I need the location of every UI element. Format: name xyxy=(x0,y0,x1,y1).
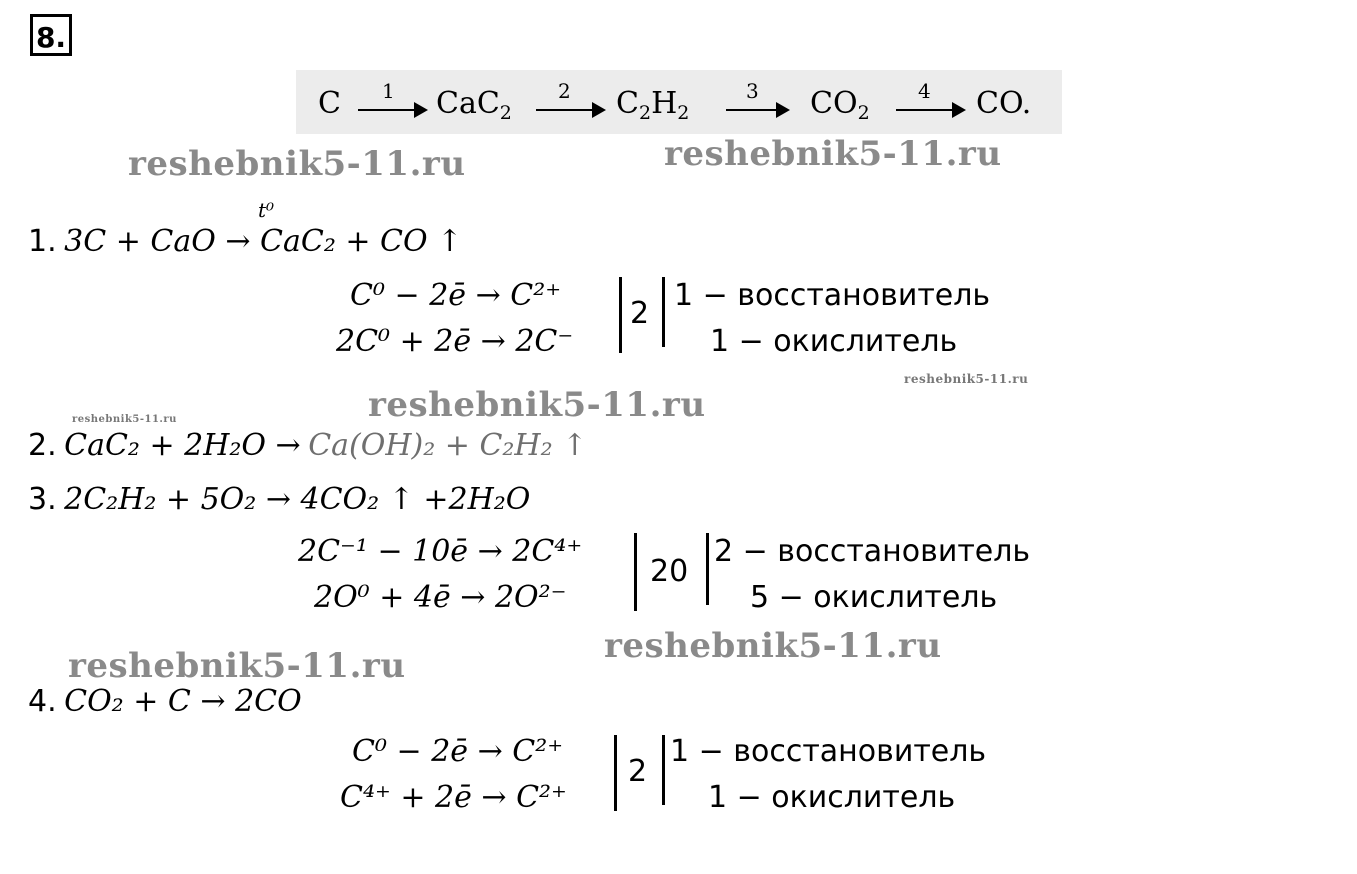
eq1-role1: 1 − восстановитель xyxy=(674,278,991,313)
eq4-half2: C⁴⁺ + 2ē → C²⁺ xyxy=(340,780,567,815)
arrow-label-1: 1 xyxy=(382,79,395,103)
watermark: reshebnik5-11.ru xyxy=(368,385,706,425)
eq3-multiplier: 20 xyxy=(650,554,689,589)
eq4-multiplier: 2 xyxy=(628,754,648,789)
eq4-role1: 1 − восстановитель xyxy=(670,734,987,769)
watermark-small: reshebnik5-11.ru xyxy=(72,414,177,425)
eq3-role2: 5 − окислитель xyxy=(750,580,998,615)
eq1-line xyxy=(28,224,462,259)
scheme-cac2: CaC$_2$ xyxy=(436,86,512,124)
eq1-bar-right xyxy=(662,277,665,347)
eq2-products: Ca(OH)₂ + C₂H₂ ↑ xyxy=(308,428,588,463)
eq4-number: 4. xyxy=(28,684,57,719)
scheme-c: C xyxy=(318,86,341,121)
eq4-bar-right xyxy=(662,735,665,805)
watermark-small: reshebnik5-11.ru xyxy=(904,372,1029,386)
eq3-equation: 2C₂H₂ + 5O₂ → 4CO₂ ↑ +2H₂O xyxy=(64,482,531,517)
arrow-label-2: 2 xyxy=(558,79,571,103)
eq3-line xyxy=(28,482,530,517)
watermark: reshebnik5-11.ru xyxy=(664,134,1002,174)
eq1-number: 1. xyxy=(28,224,57,259)
scheme-c2h2: $C_2H_2$ xyxy=(616,86,690,124)
eq1-bar-left xyxy=(619,277,622,353)
eq3-bar-left xyxy=(634,533,637,611)
reaction-scheme xyxy=(296,70,1062,134)
eq3-role1: 2 − восстановитель xyxy=(714,534,1031,569)
eq4-equation: CO₂ + C → 2CO xyxy=(64,684,302,719)
watermark: reshebnik5-11.ru xyxy=(128,144,466,184)
watermark: reshebnik5-11.ru xyxy=(604,626,942,666)
eq3-half2: 2O⁰ + 4ē → 2O²⁻ xyxy=(314,580,567,615)
scheme-co2: $CO_2$ xyxy=(810,86,870,124)
eq4-half1: C⁰ − 2ē → C²⁺ xyxy=(352,734,564,769)
eq1-equation: 3C + CaO → CaC₂ + CO ↑ xyxy=(64,224,463,259)
eq1-role2: 1 − окислитель xyxy=(710,324,958,359)
eq2-line xyxy=(28,428,587,463)
eq1-half2: 2C⁰ + 2ē → 2C⁻ xyxy=(336,324,574,359)
eq1-multiplier: 2 xyxy=(630,296,650,331)
arrow-label-4: 4 xyxy=(918,79,931,103)
task-number: 8. xyxy=(30,14,72,56)
eq2-reactants: CaC₂ + 2H₂O → xyxy=(64,428,301,463)
eq4-line xyxy=(28,684,302,719)
eq1-condition: t⁰ xyxy=(258,198,275,222)
scheme-co: CO. xyxy=(976,86,1032,121)
eq4-bar-left xyxy=(614,735,617,811)
eq3-half1: 2C⁻¹ − 10ē → 2C⁴⁺ xyxy=(298,534,583,569)
eq2-number: 2. xyxy=(28,428,57,463)
eq4-role2: 1 − окислитель xyxy=(708,780,956,815)
arrow-label-3: 3 xyxy=(746,79,759,103)
eq3-bar-right xyxy=(706,533,709,605)
watermark: reshebnik5-11.ru xyxy=(68,646,406,686)
eq1-half1: C⁰ − 2ē → C²⁺ xyxy=(350,278,562,313)
eq3-number: 3. xyxy=(28,482,57,517)
